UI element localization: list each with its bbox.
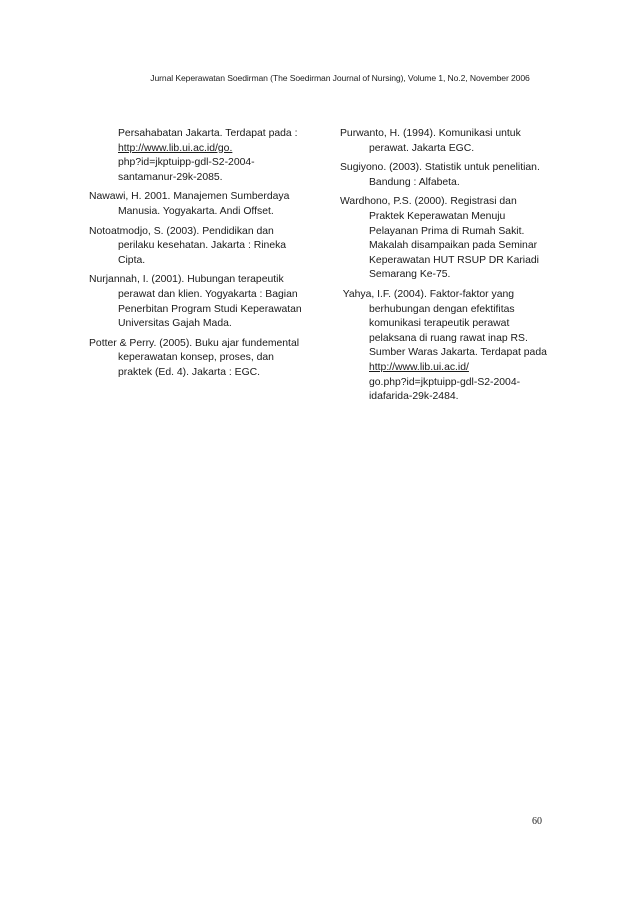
reference-line: Keperawatan HUT RSUP DR Kariadi xyxy=(369,254,539,266)
reference-line: Bandung : Alfabeta. xyxy=(369,176,460,188)
reference-line: keperawatan konsep, proses, dan xyxy=(118,352,274,364)
reference-line: Penerbitan Program Studi Keperawatan xyxy=(118,303,302,315)
reference-line: Yahya, I.F. (2004). Faktor-faktor yang xyxy=(340,288,515,300)
reference-line: perilaku kesehatan. Jakarta : Rineka xyxy=(118,240,287,252)
reference-line: idafarida-29k-2484. xyxy=(369,391,459,403)
reference-purwanto xyxy=(340,127,554,156)
reference-line: Cipta. xyxy=(118,254,146,266)
reference-nurjannah xyxy=(89,273,305,331)
reference-link[interactable]: http://www.lib.ui.ac.id/go. xyxy=(118,142,233,154)
left-column xyxy=(89,127,305,386)
reference-notoatmodjo xyxy=(89,225,305,269)
reference-line: berhubungan dengan efektifitas xyxy=(369,303,515,315)
reference-sugiyono xyxy=(340,161,554,190)
reference-line: perawat. Jakarta EGC. xyxy=(369,142,475,154)
reference-line: Persahabatan Jakarta. Terdapat pada : xyxy=(118,128,298,139)
reference-line: santamanur-29k-2085. xyxy=(118,171,223,183)
reference-line: Universitas Gajah Mada. xyxy=(118,318,232,330)
reference-line: perawat dan klien. Yogyakarta : Bagian xyxy=(118,288,298,300)
reference-line: Sugiyono. (2003). Statistik untuk penelitian. xyxy=(340,162,540,174)
reference-line: php?id=jkptuipp-gdl-S2-2004- xyxy=(118,157,255,169)
reference-line: pelaksana di ruang rawat inap RS. xyxy=(369,332,528,344)
right-column xyxy=(340,127,554,410)
reference-wardhono xyxy=(340,195,554,283)
reference-line: Wardhono, P.S. (2000). Registrasi dan xyxy=(340,196,517,208)
reference-line: Pelayanan Prima di Rumah Sakit. xyxy=(369,225,525,237)
reference-line: Manusia. Yogyakarta. Andi Offset. xyxy=(118,205,274,217)
reference-line: Purwanto, H. (1994). Komunikasi untuk xyxy=(340,128,521,139)
reference-continuation xyxy=(89,127,305,185)
reference-potter-perry xyxy=(89,337,305,381)
reference-line: Nawawi, H. 2001. Manajemen Sumberdaya xyxy=(89,191,290,203)
reference-line: Nurjannah, I. (2001). Hubungan terapeutik xyxy=(89,274,284,286)
reference-line: go.php?id=jkptuipp-gdl-S2-2004- xyxy=(369,376,521,388)
reference-nawawi xyxy=(89,190,305,219)
reference-line: Makalah disampaikan pada Seminar xyxy=(369,240,538,252)
reference-line: Praktek Keperawatan Menuju xyxy=(369,210,506,222)
reference-line: Sumber Waras Jakarta. Terdapat pada xyxy=(369,347,547,359)
reference-line: Semarang Ke-75. xyxy=(369,269,451,281)
reference-line: Notoatmodjo, S. (2003). Pendidikan dan xyxy=(89,225,274,237)
page-number: 60 xyxy=(532,816,542,827)
reference-line: komunikasi terapeutik perawat xyxy=(369,318,510,330)
running-header: Jurnal Keperawatan Soedirman (The Soedirman Journal of Nursing), Volume 1, No.2, November 2006 xyxy=(150,73,530,83)
reference-yahya xyxy=(340,288,554,405)
reference-link[interactable]: http://www.lib.ui.ac.id/ xyxy=(369,361,469,373)
reference-line: praktek (Ed. 4). Jakarta : EGC. xyxy=(118,366,261,378)
reference-line: Potter & Perry. (2005). Buku ajar fundemental xyxy=(89,337,300,349)
